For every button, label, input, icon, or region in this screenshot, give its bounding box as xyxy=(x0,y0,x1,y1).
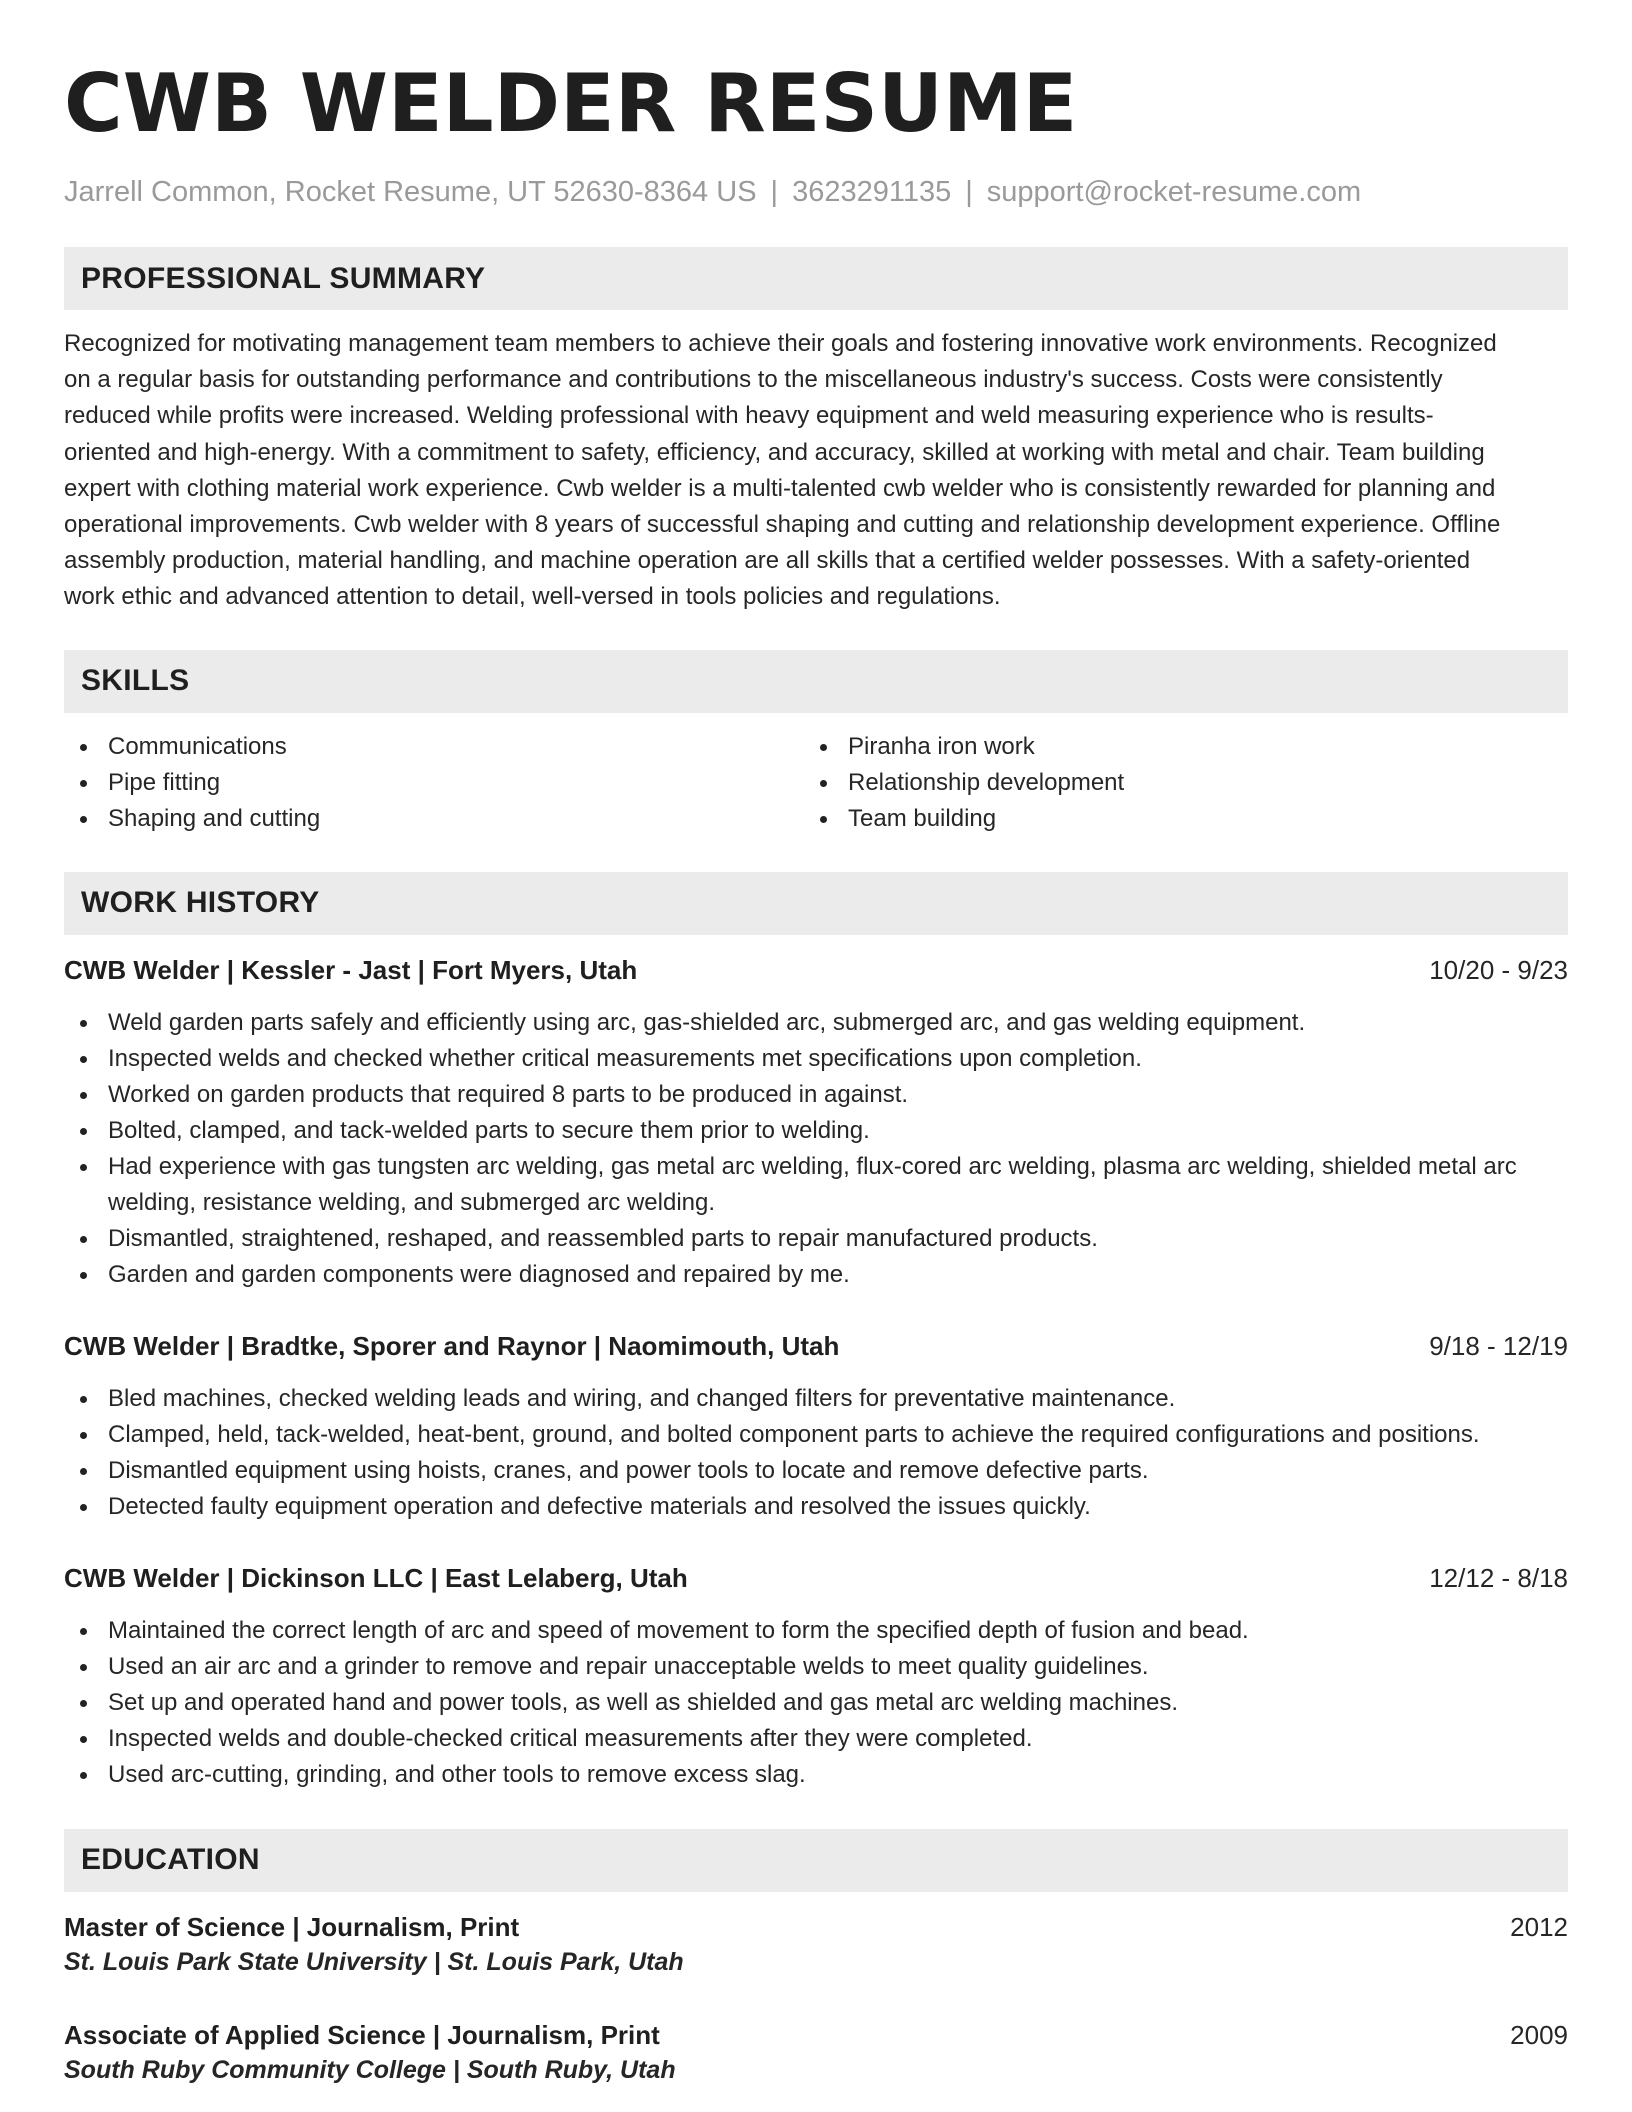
contact-line xyxy=(64,174,1568,210)
summary-line: Recognized for motivating management team members to achieve their goals and fostering innovative work environments. Recognized xyxy=(64,330,1497,357)
job-entry xyxy=(64,953,1568,1293)
section-header-work xyxy=(64,872,1568,935)
section-header-skills xyxy=(64,650,1568,713)
summary-line: on a regular basis for outstanding performance and contributions to the miscellaneous industry's success. Costs were consistently xyxy=(64,366,1443,394)
summary-line: oriented and high-energy. With a commitment to safety, efficiency, and accuracy, skilled at working with metal and chair. Team building xyxy=(64,438,1485,466)
job-bullet: Set up and operated hand and power tools, as well as shielded and gas metal arc welding machines. xyxy=(64,1685,1568,1721)
education-header xyxy=(64,1910,1568,1944)
education-year: 2012 xyxy=(1510,1911,1568,1942)
education-entry xyxy=(64,2018,1568,2088)
job-bullet: Had experience with gas tungsten arc welding, gas metal arc welding, flux-cored arc welding, plasma arc welding, shielded metal arc welding, resistance welding, and submerged arc welding. xyxy=(64,1149,1568,1221)
contact-address: Jarrell Common, Rocket Resume, UT 52630-8364 US xyxy=(64,176,757,208)
job-title: CWB Welder | Kessler - Jast | Fort Myers, Utah xyxy=(64,954,638,985)
section-title: EDUCATION xyxy=(81,1843,260,1877)
section-title: SKILLS xyxy=(81,664,190,698)
job-bullet: Inspected welds and double-checked critical measurements after they were completed. xyxy=(64,1721,1568,1757)
summary-line: expert with clothing material work experience. Cwb welder is a multi-talented cwb welder who is consistently rewarded for planning and xyxy=(64,474,1496,502)
job-entry xyxy=(64,1561,1568,1793)
summary-text xyxy=(64,326,1568,616)
skill-item: Piranha iron work xyxy=(804,729,1544,765)
job-title: CWB Welder | Bradtke, Sporer and Raynor | Naomimouth, Utah xyxy=(64,1330,840,1361)
job-entry xyxy=(64,1329,1568,1525)
job-bullet: Worked on garden products that required 8 parts to be produced in against. xyxy=(64,1077,1568,1113)
job-bullets xyxy=(64,1613,1568,1793)
job-header xyxy=(64,953,1568,987)
job-bullet: Garden and garden components were diagnosed and repaired by me. xyxy=(64,1257,1568,1293)
contact-phone: 3623291135 xyxy=(792,176,952,208)
job-bullet: Used an air arc and a grinder to remove and repair unacceptable welds to meet quality guidelines. xyxy=(64,1649,1568,1685)
skill-item: Pipe fitting xyxy=(64,765,804,801)
skill-item: Team building xyxy=(804,801,1544,837)
job-bullet: Dismantled, straightened, reshaped, and reassembled parts to repair manufactured products. xyxy=(64,1221,1568,1257)
degree: Master of Science | Journalism, Print xyxy=(64,1911,520,1942)
job-bullet: Used arc-cutting, grinding, and other tools to remove excess slag. xyxy=(64,1757,1568,1793)
job-bullet: Clamped, held, tack-welded, heat-bent, ground, and bolted component parts to achieve the required configurations and positions. xyxy=(64,1417,1568,1453)
education-entry xyxy=(64,1910,1568,1980)
job-title: CWB Welder | Dickinson LLC | East Lelaberg, Utah xyxy=(64,1562,688,1593)
summary-line: operational improvements. Cwb welder with 8 years of successful shaping and cutting and relationship development experience. Offline xyxy=(64,511,1501,539)
contact-separator: | xyxy=(770,176,779,208)
job-bullets xyxy=(64,1381,1568,1525)
job-header xyxy=(64,1561,1568,1595)
job-bullets xyxy=(64,1005,1568,1293)
education-year: 2009 xyxy=(1510,2019,1568,2050)
job-bullet: Bolted, clamped, and tack-welded parts to secure them prior to welding. xyxy=(64,1113,1568,1149)
section-title: PROFESSIONAL SUMMARY xyxy=(81,261,486,295)
section-title: WORK HISTORY xyxy=(81,886,320,920)
school: South Ruby Community College | South Ruby, Utah xyxy=(64,2055,676,2084)
job-bullet: Maintained the correct length of arc and speed of movement to form the specified depth of fusion and bead. xyxy=(64,1613,1568,1649)
skills-column-left xyxy=(64,729,804,837)
job-header xyxy=(64,1329,1568,1363)
summary-line: assembly production, material handling, and machine operation are all skills that a certified welder possesses. With a safety-oriented xyxy=(64,547,1471,575)
job-bullet: Inspected welds and checked whether critical measurements met specifications upon completion. xyxy=(64,1041,1568,1077)
job-dates: 9/18 - 12/19 xyxy=(1429,1330,1568,1361)
skills-list xyxy=(64,729,1568,837)
section-header-summary xyxy=(64,247,1568,310)
section-header-education xyxy=(64,1829,1568,1892)
job-bullet: Weld garden parts safely and efficiently using arc, gas-shielded arc, submerged arc, and gas welding equipment. xyxy=(64,1005,1568,1041)
job-bullet: Bled machines, checked welding leads and wiring, and changed filters for preventative maintenance. xyxy=(64,1381,1568,1417)
job-bullet: Detected faulty equipment operation and defective materials and resolved the issues quickly. xyxy=(64,1489,1568,1525)
job-dates: 12/12 - 8/18 xyxy=(1429,1562,1568,1593)
degree: Associate of Applied Science | Journalism, Print xyxy=(64,2019,660,2050)
contact-separator: | xyxy=(965,176,973,208)
contact-email: support@rocket-resume.com xyxy=(986,176,1362,208)
school: St. Louis Park State University | St. Louis Park, Utah xyxy=(64,1947,684,1976)
summary-line: work ethic and advanced attention to detail, well-versed in tools policies and regulations. xyxy=(64,583,1001,611)
skill-item: Communications xyxy=(64,729,804,765)
education-header xyxy=(64,2018,1568,2052)
skills-column-right xyxy=(804,729,1544,837)
job-dates: 10/20 - 9/23 xyxy=(1429,954,1568,985)
skill-item: Relationship development xyxy=(804,765,1544,801)
skill-item: Shaping and cutting xyxy=(64,801,804,837)
resume-title: CWB WELDER RESUME xyxy=(64,57,1078,150)
summary-line: reduced while profits were increased. Welding professional with heavy equipment and weld measuring experience who is results- xyxy=(64,402,1434,430)
job-bullet: Dismantled equipment using hoists, cranes, and power tools to locate and remove defective parts. xyxy=(64,1453,1568,1489)
